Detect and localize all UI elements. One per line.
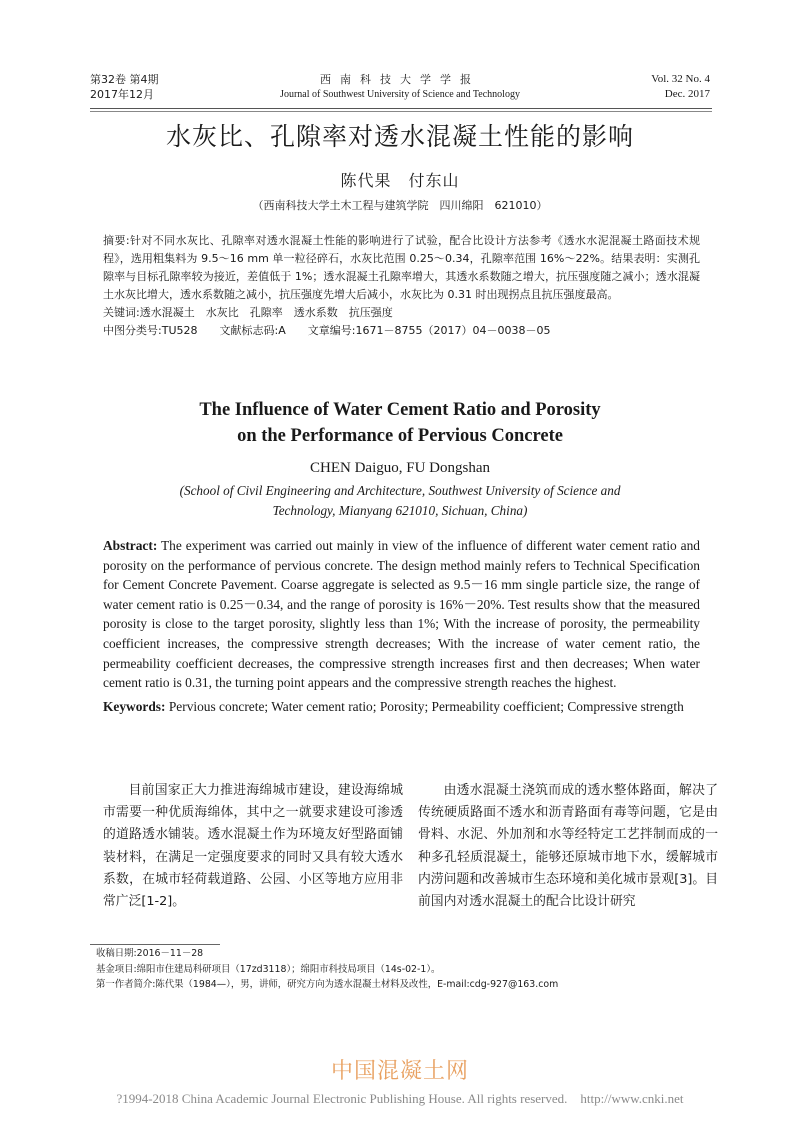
article-no <box>308 324 551 337</box>
volume-issue-en: Vol. 32 No. 4 <box>651 73 710 85</box>
body-column-left: 目前国家正大力推进海绵城市建设，建设海绵城市需要一种优质海绵体，其中之一就要求建设可渗透的道路透水铺装。透水混凝土作为环境友好型路面铺装材料，在满足一定强度要求的同时又具有较大透水系数，在城市轻荷载道路、公园、小区等地方应用非常广泛[1-2]。 <box>103 783 403 910</box>
title-en-line1: The Influence of Water Cement Ratio and Porosity <box>199 400 601 420</box>
abstract-en <box>103 536 700 693</box>
title-en-line2: on the Performance of Pervious Concrete <box>237 426 563 446</box>
footnote-received: 收稿日期:2016－11－28 <box>96 948 204 959</box>
footnote-funding: 基金项目:绵阳市住建局科研项目（17zd3118）；绵阳市科技局项目（14s-02-1）。 <box>96 963 441 975</box>
classification-line <box>103 322 700 340</box>
article-no-label: 文章编号: <box>307 324 356 337</box>
journal-name-en: Journal of Southwest University of Science and Technology <box>280 89 520 100</box>
keywords-en-text: Pervious concrete; Water cement ratio; Porosity; Permeability coefficient; Compressive strength <box>168 698 684 714</box>
affiliation-cn: （西南科技大学土木工程与建筑学院 四川绵阳 621010） <box>252 199 548 212</box>
keywords-cn-label: 关键词: <box>103 306 140 319</box>
clc-value: TU528 <box>161 324 198 337</box>
clc-label: 中图分类号: <box>103 324 162 337</box>
doc-code <box>220 324 286 337</box>
keywords-cn-text: 透水混凝土 水灰比 孔隙率 透水系数 抗压强度 <box>139 306 393 319</box>
running-header <box>90 72 710 108</box>
date-cn: 2017年12月 <box>90 88 154 101</box>
affiliation-en <box>0 481 800 521</box>
clc <box>103 324 198 337</box>
header-center <box>240 72 560 102</box>
header-right <box>651 72 710 102</box>
copyright-footer: ?1994-2018 China Academic Journal Electronic Publishing House. All rights reserved. http://www.cnki.net <box>116 1091 684 1106</box>
footnotes <box>96 946 716 993</box>
doc-code-label: 文献标志码: <box>219 324 279 337</box>
abstract-cn <box>103 232 700 304</box>
keywords-cn <box>103 304 700 322</box>
abstract-en-text: The experiment was carried out mainly in view of the influence of different water cement ratio and porosity on the performance of pervious concrete. The design method mainly refers to Technical Specification for Cement Concrete Pavement. Coarse aggregate is selected as 9.5－16 mm single particle size, the range of water cement ratio is 0.25－0.34, and the range of porosity is 16%－20%. Test results show that the measured porosity is close to the target porosity, slightly less than 1%; With the increase of porosity, the permeability coefficient increases, the compressive strength decreases; With the increase of water cement ratio, the permeability coefficient decreases, the compressive strength increases first and then decreases; When water cement ratio is 0.31, the turning point appears and the compressive strength reaches the highest. <box>103 538 700 691</box>
abstract-cn-text: 针对不同水灰比、孔隙率对透水混凝土性能的影响进行了试验，配合比设计方法参考《透水水泥混凝土路面技术规程》，选用粗集料为 9.5～16 mm 单一粒径碎石，水灰比范围 0.25～0.34，孔隙率范围 16%～22%。结果表明：实测孔隙率与目标孔隙率较为接近，差值低于 1%；透水混凝土孔隙率增大，其透水系数随之增大，抗压强度随之减小；透水混凝土水灰比增大，透水系数随之减小，抗压强度先增大后减小，水灰比为 0.31 时出现拐点且抗压强度最高。 <box>103 234 700 301</box>
header-left <box>90 72 159 102</box>
footnote-rule <box>90 944 220 945</box>
front-matter-cn <box>103 232 700 382</box>
journal-name-cn: 西南科技大学学报 <box>320 73 480 86</box>
watermark: 中国混凝土网 <box>330 1059 469 1084</box>
header-rule-top <box>90 108 712 109</box>
volume-issue-cn: 第32卷 第4期 <box>90 73 159 86</box>
keywords-en-label: Keywords: <box>103 698 166 714</box>
authors-en: CHEN Daiguo, FU Dongshan <box>310 460 490 476</box>
footnote-author-bio: 第一作者简介:陈代果（1984—），男，讲师，研究方向为透水混凝土材料及改性，E-mail:cdg-927@163.com <box>96 979 559 990</box>
affiliation-en-line2: Technology, Mianyang 621010, Sichuan, China) <box>272 503 528 518</box>
header-rule-bottom <box>90 111 712 112</box>
body-column-right: 由透水混凝土浇筑而成的透水整体路面，解决了传统硬质路面不透水和沥青路面有毒等问题，它是由骨料、水泥、外加剂和水等经特定工艺拌制而成的一种多孔轻质混凝土，能够还原城市地下水，缓解城市内涝问题和改善城市生态环境和美化城市景观[3]。目前国内对透水混凝土的配合比设计研究 <box>418 783 718 910</box>
front-matter-en <box>103 536 700 716</box>
date-en: Dec. 2017 <box>664 88 710 100</box>
title-cn: 水灰比、孔隙率对透水混凝土性能的影响 <box>165 122 634 151</box>
article-no-value: 1671－8755（2017）04－0038－05 <box>355 324 551 337</box>
affiliation-en-line1: (School of Civil Engineering and Architecture, Southwest University of Science and <box>179 483 621 498</box>
abstract-cn-label: 摘要: <box>103 234 130 247</box>
doc-code-value: A <box>278 324 286 337</box>
title-en <box>0 397 800 449</box>
keywords-en <box>103 697 700 717</box>
abstract-en-label: Abstract: <box>103 538 158 553</box>
authors-cn: 陈代果 付东山 <box>340 171 460 190</box>
